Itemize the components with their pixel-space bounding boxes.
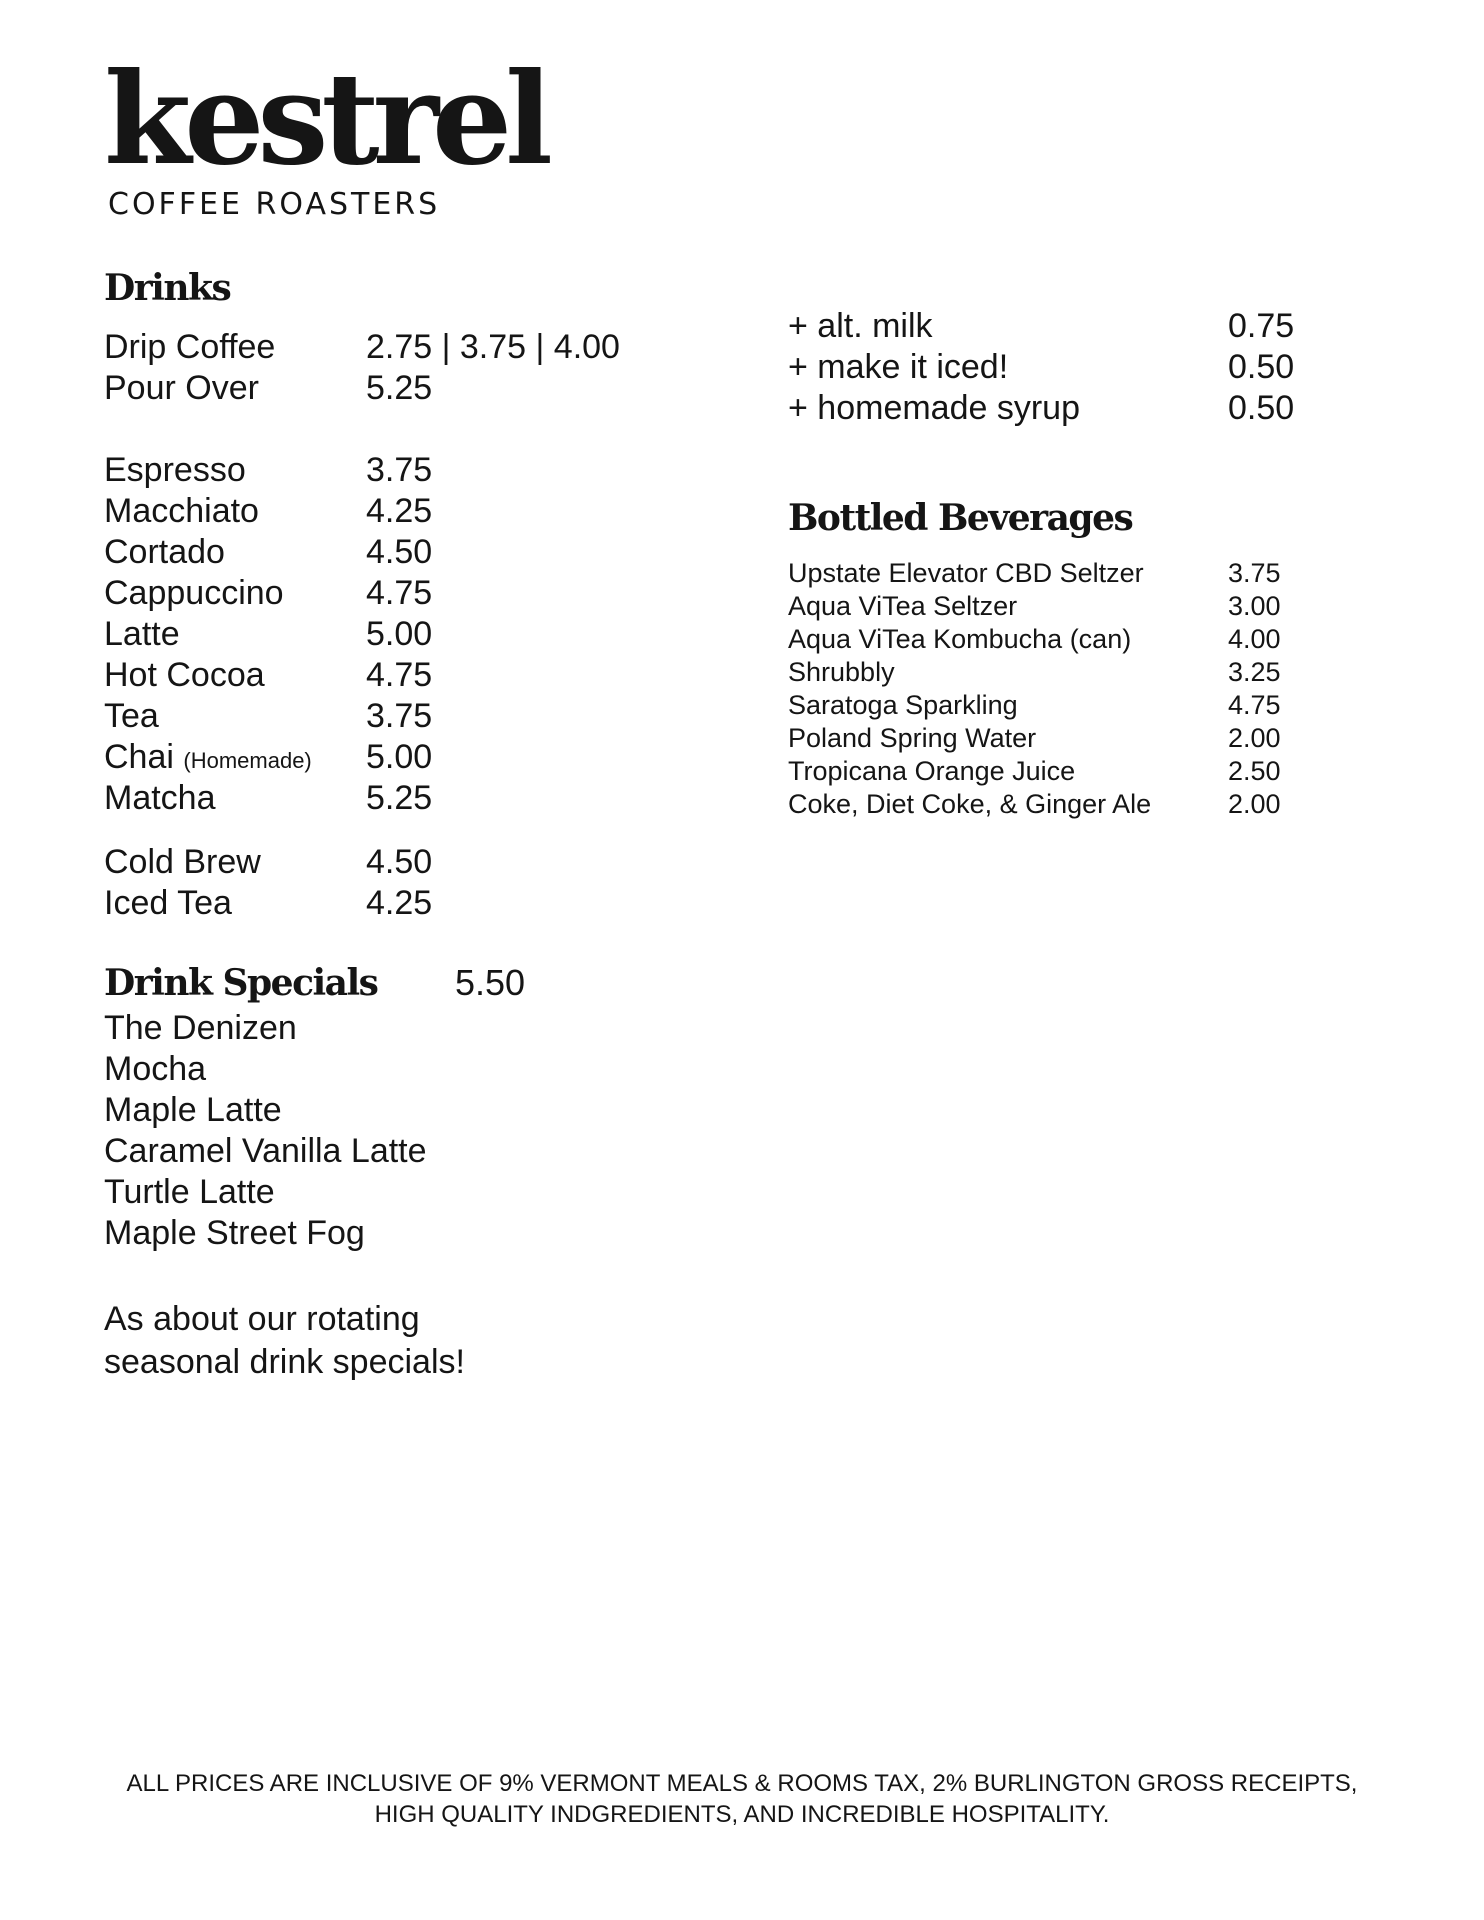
menu-item <box>104 696 664 737</box>
bottled-heading: Bottled Beverages <box>788 497 1133 539</box>
menu-item <box>104 655 664 696</box>
menu-item <box>104 450 664 491</box>
bottled-price: 3.25 <box>1228 657 1281 687</box>
special-item: The Denizen <box>104 1009 297 1047</box>
item-name: Cortado <box>104 533 225 571</box>
bottled-item <box>788 788 1281 821</box>
bottled-item <box>788 689 1281 722</box>
addon-list <box>788 306 1294 429</box>
addon-price: 0.75 <box>1228 307 1295 345</box>
footer-line: ALL PRICES ARE INCLUSIVE OF 9% VERMONT MEALS & ROOMS TAX, 2% BURLINGTON GROSS RECEIPTS, <box>126 1770 1358 1797</box>
bottled-item <box>788 590 1281 623</box>
bottled-name: Aqua ViTea Seltzer <box>788 591 1018 621</box>
item-name: Espresso <box>104 451 246 489</box>
addon-item <box>788 347 1294 388</box>
bottled-price: 2.00 <box>1228 789 1281 819</box>
addon-price: 0.50 <box>1228 389 1295 427</box>
special-item: Caramel Vanilla Latte <box>104 1132 427 1170</box>
coffee-list <box>104 327 664 409</box>
addon-price: 0.50 <box>1228 348 1295 386</box>
addon-name: + alt. milk <box>788 307 933 345</box>
item-price: 3.75 <box>366 697 433 735</box>
special-item: Maple Street Fog <box>104 1214 365 1252</box>
brand-subtitle: COFFEE ROASTERS <box>108 187 441 222</box>
menu-item <box>104 614 664 655</box>
specials-list <box>104 1008 427 1254</box>
bottled-name: Coke, Diet Coke, & Ginger Ale <box>788 789 1152 819</box>
footer-line: HIGH QUALITY INDGREDIENTS, AND INCREDIBLE HOSPITALITY. <box>374 1801 1110 1828</box>
special-item: Mocha <box>104 1050 207 1088</box>
bottled-price: 4.00 <box>1228 624 1281 654</box>
item-price: 5.00 <box>366 738 433 776</box>
item-price: 4.25 <box>366 884 433 922</box>
item-name: Latte <box>104 615 180 653</box>
menu-item <box>104 327 664 368</box>
bottled-price: 2.50 <box>1228 756 1281 786</box>
bottled-item <box>788 623 1281 656</box>
menu-item <box>104 532 664 573</box>
item-price: 4.50 <box>366 533 433 571</box>
item-name: Matcha <box>104 779 216 817</box>
bottled-price: 2.00 <box>1228 723 1281 753</box>
bottled-price: 3.00 <box>1228 591 1281 621</box>
bottled-name: Saratoga Sparkling <box>788 690 1018 720</box>
bottled-name: Aqua ViTea Kombucha (can) <box>788 624 1132 654</box>
menu-item <box>104 842 664 883</box>
item-price: 5.00 <box>366 615 433 653</box>
bottled-name: Shrubbly <box>788 657 895 687</box>
menu-item <box>104 491 664 532</box>
bottled-name: Tropicana Orange Juice <box>788 756 1076 786</box>
item-name: Chai <box>104 738 174 776</box>
specials-note: As about our rotating seasonal drink specials! <box>104 1300 465 1381</box>
item-name: Iced Tea <box>104 884 232 922</box>
bottled-name: Poland Spring Water <box>788 723 1037 753</box>
item-note: (Homemade) <box>183 748 312 773</box>
item-name: Hot Cocoa <box>104 656 265 694</box>
drinks-heading: Drinks <box>104 267 231 309</box>
bottled-item <box>788 722 1281 755</box>
item-name: Cappuccino <box>104 574 284 612</box>
espresso-list <box>104 450 664 819</box>
menu-item <box>104 778 664 819</box>
item-name-with-note <box>104 737 366 778</box>
item-price: 2.75 | 3.75 | 4.00 <box>366 328 620 366</box>
footer-disclaimer <box>0 1768 1484 1830</box>
item-price: 5.25 <box>366 779 433 817</box>
addon-name: + homemade syrup <box>788 389 1080 427</box>
item-name: Cold Brew <box>104 843 261 881</box>
item-price: 5.25 <box>366 369 433 407</box>
menu-item <box>104 368 664 409</box>
addon-name: + make it iced! <box>788 348 1009 386</box>
addon-item <box>788 388 1294 429</box>
item-price: 4.75 <box>366 574 433 612</box>
addon-item <box>788 306 1294 347</box>
menu-item <box>104 737 664 778</box>
item-name: Pour Over <box>104 369 259 407</box>
bottled-item <box>788 557 1281 590</box>
item-name: Drip Coffee <box>104 328 276 366</box>
specials-heading: Drink Specials <box>104 962 378 1004</box>
bottled-price: 4.75 <box>1228 690 1281 720</box>
bottled-price: 3.75 <box>1228 558 1281 588</box>
bottled-item <box>788 656 1281 689</box>
item-price: 4.25 <box>366 492 433 530</box>
bottled-item <box>788 755 1281 788</box>
item-name: Macchiato <box>104 492 259 530</box>
menu-item <box>104 573 664 614</box>
menu-item <box>104 883 664 924</box>
item-price: 3.75 <box>366 451 433 489</box>
special-item: Turtle Latte <box>104 1173 275 1211</box>
special-item: Maple Latte <box>104 1091 282 1129</box>
brand-logo: kestrel <box>104 45 547 193</box>
specials-price: 5.50 <box>455 962 526 1003</box>
item-price: 4.75 <box>366 656 433 694</box>
item-price: 4.50 <box>366 843 433 881</box>
item-name: Tea <box>104 697 159 735</box>
cold-drinks-list <box>104 842 664 924</box>
bottled-name: Upstate Elevator CBD Seltzer <box>788 558 1144 588</box>
bottled-list <box>788 557 1281 821</box>
